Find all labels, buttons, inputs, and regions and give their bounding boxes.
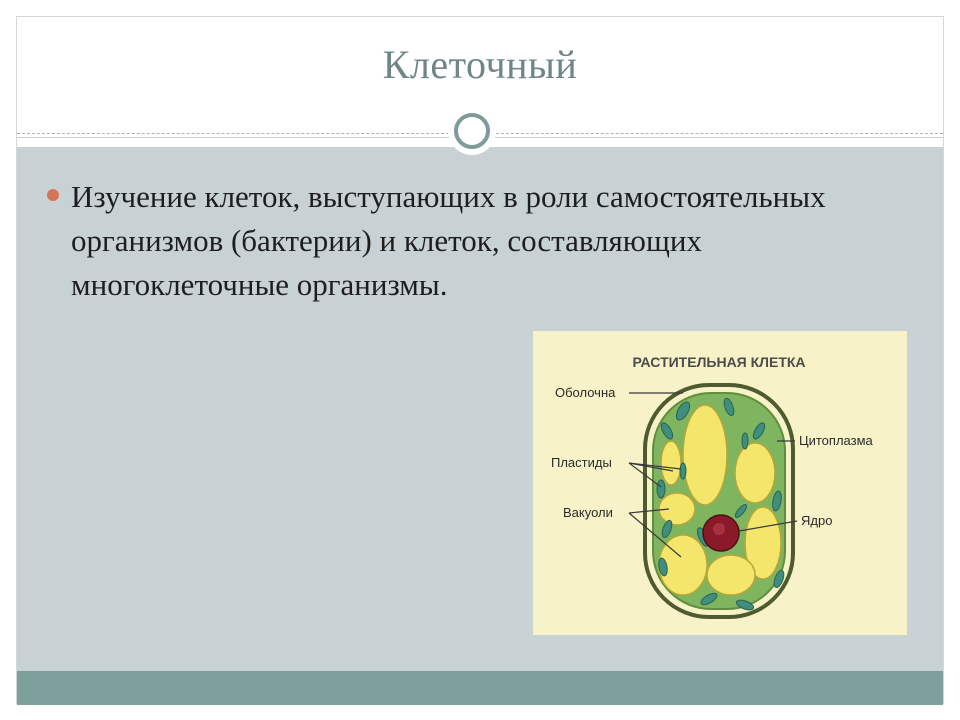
bullet-text: Изучение клеток, выступающих в роли самостоятельных организмов (бактерии) и клеток, составляющих многоклеточные организмы. xyxy=(71,179,826,302)
label-membrane: Оболочна xyxy=(555,385,616,400)
circle-ornament-icon xyxy=(448,107,496,155)
label-plastids: Пластиды xyxy=(551,455,612,470)
plant-cell-diagram xyxy=(533,331,907,635)
footer-bar xyxy=(17,671,943,705)
slide-title: Клеточный xyxy=(382,42,578,87)
bullet-dot-icon xyxy=(47,189,59,201)
label-nucleus: Ядро xyxy=(801,513,833,528)
figure-title: РАСТИТЕЛЬНАЯ КЛЕТКА xyxy=(632,354,806,370)
cell-body xyxy=(645,385,793,617)
label-cytoplasm: Цитоплазма xyxy=(799,433,873,448)
label-vacuoles: Вакуоли xyxy=(563,505,613,520)
slide xyxy=(16,16,944,704)
plant-cell-figure xyxy=(533,331,907,635)
